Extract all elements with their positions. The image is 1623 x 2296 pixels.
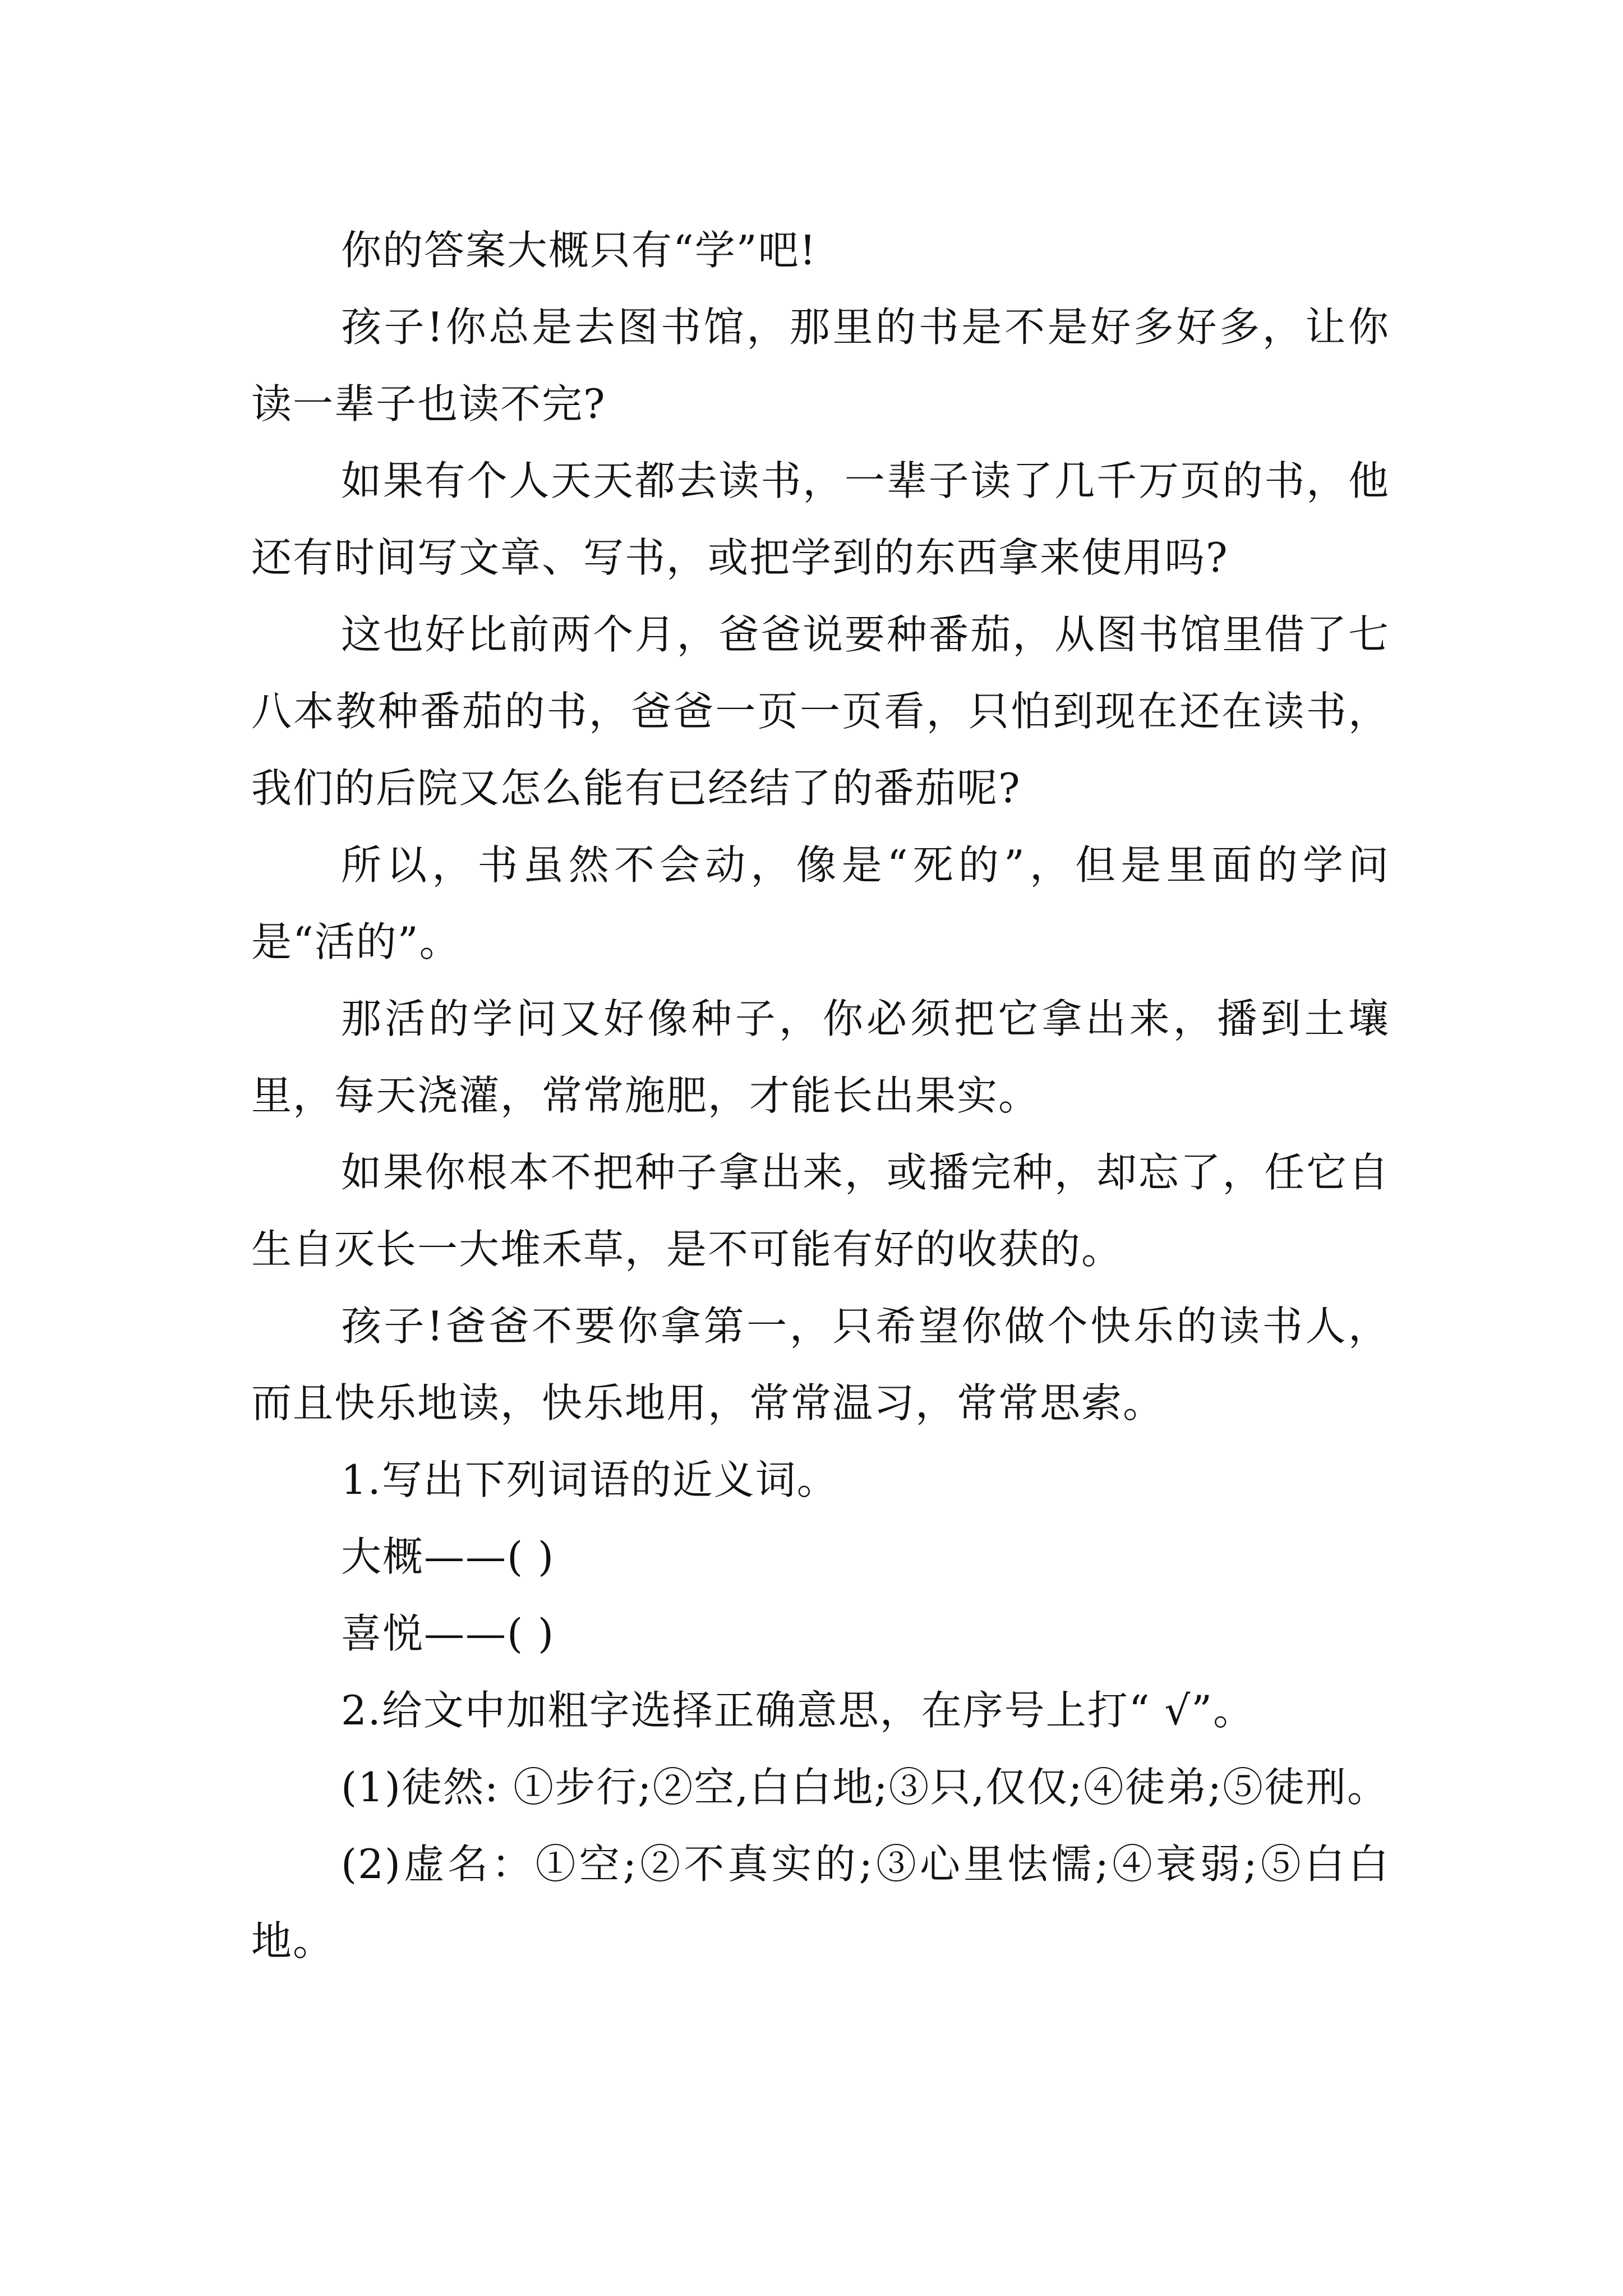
question-2-item-xuming: (2)虚名：①空;②不真实的;③心里怯懦;④衰弱;⑤白白地。 (251, 1841, 1390, 1964)
question-1-heading: 1.写出下列词语的近义词。 (341, 1456, 838, 1503)
paragraph-5: 所以，书虽然不会动，像是“死的”，但是里面的学问是“活的”。 (251, 841, 1390, 965)
question-1-item-xiyue: 喜悦——( ) (341, 1610, 555, 1657)
question-2-item-turan: (1)徒然: ①步行;②空,白白地;③只,仅仅;④徒弟;⑤徒刑。 (341, 1764, 1389, 1811)
paragraph-2: 孩子!你总是去图书馆，那里的书是不是好多好多，让你读一辈子也读不完? (251, 303, 1390, 427)
question-1-item-dagai: 大概——( ) (341, 1533, 555, 1580)
paragraph-7: 如果你根本不把种子拿出来，或播完种，却忘了，任它自生自灭长一大堆禾草，是不可能有好的收获的。 (251, 1149, 1390, 1273)
paragraph-3: 如果有个人天天都去读书，一辈子读了几千万页的书，他还有时间写文章、写书，或把学到的东西拿来使用吗? (251, 457, 1390, 581)
document-page (251, 212, 1390, 1980)
paragraph-1: 你的答案大概只有“学”吧! (341, 227, 817, 274)
paragraph-8: 孩子!爸爸不要你拿第一，只希望你做个快乐的读书人，而且快乐地读，快乐地用，常常温习，常常思索。 (251, 1303, 1390, 1427)
question-2-heading: 2.给文中加粗字选择正确意思，在序号上打“ √”。 (341, 1687, 1255, 1734)
paragraph-4: 这也好比前两个月，爸爸说要种番茄，从图书馆里借了七八本教种番茄的书，爸爸一页一页看，只怕到现在还在读书，我们的后院又怎么能有已经结了的番茄呢? (251, 611, 1390, 812)
paragraph-6: 那活的学问又好像种子，你必须把它拿出来，播到土壤里，每天浇灌，常常施肥，才能长出果实。 (251, 995, 1390, 1119)
